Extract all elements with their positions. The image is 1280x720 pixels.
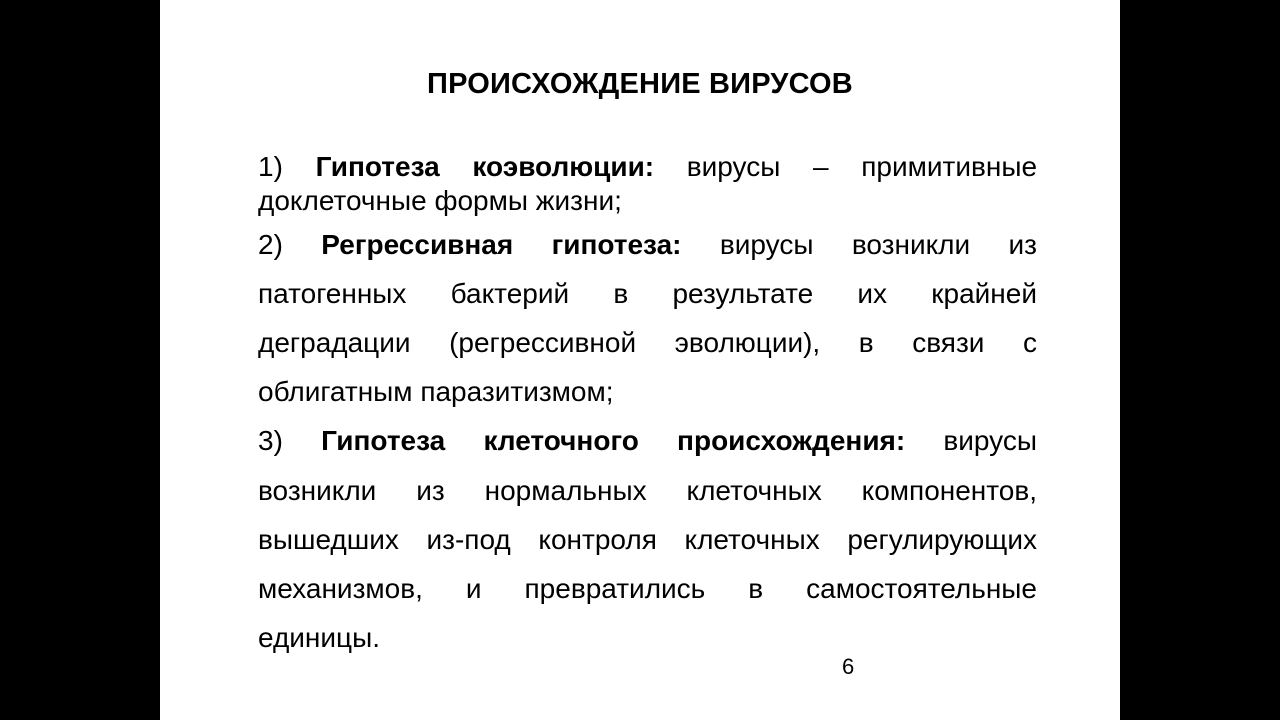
item-3-line-1	[258, 424, 1037, 458]
item-2-term: Регрессивная гипотеза:	[321, 229, 682, 260]
slide-title: ПРОИСХОЖДЕНИЕ ВИРУСОВ	[427, 68, 853, 100]
item-3-line-3: вышедших из-под контроля клеточных регулирующих	[258, 524, 1037, 555]
item-2-line-1	[258, 228, 1037, 262]
slide	[160, 0, 1120, 720]
item-1-text: вирусы – примитивные	[686, 151, 1038, 182]
item-3-text: вирусы	[943, 425, 1037, 456]
page-number: 6	[842, 654, 855, 679]
item-2-line-3: деградации (регрессивной эволюции), в связи с	[258, 327, 1037, 358]
item-1-line-2: доклеточные формы жизни;	[258, 185, 622, 216]
item-2-text: вирусы возникли из	[719, 229, 1037, 260]
item-1-term: Гипотеза коэволюции:	[315, 151, 655, 182]
item-1-line-1	[258, 150, 1037, 184]
item-2-number: 2)	[258, 229, 283, 260]
item-2-line-4: облигатным паразитизмом;	[258, 376, 614, 407]
item-3-line-2: возникли из нормальных клеточных компонентов,	[258, 475, 1037, 506]
item-3-number: 3)	[258, 425, 283, 456]
item-3-line-4: механизмов, и превратились в самостоятельные	[258, 573, 1037, 604]
item-3-line-5: единицы.	[258, 622, 380, 653]
item-1-number: 1)	[258, 151, 283, 182]
item-3-term: Гипотеза клеточного происхождения:	[321, 425, 906, 456]
item-2-line-2: патогенных бактерий в результате их крайней	[258, 278, 1037, 309]
